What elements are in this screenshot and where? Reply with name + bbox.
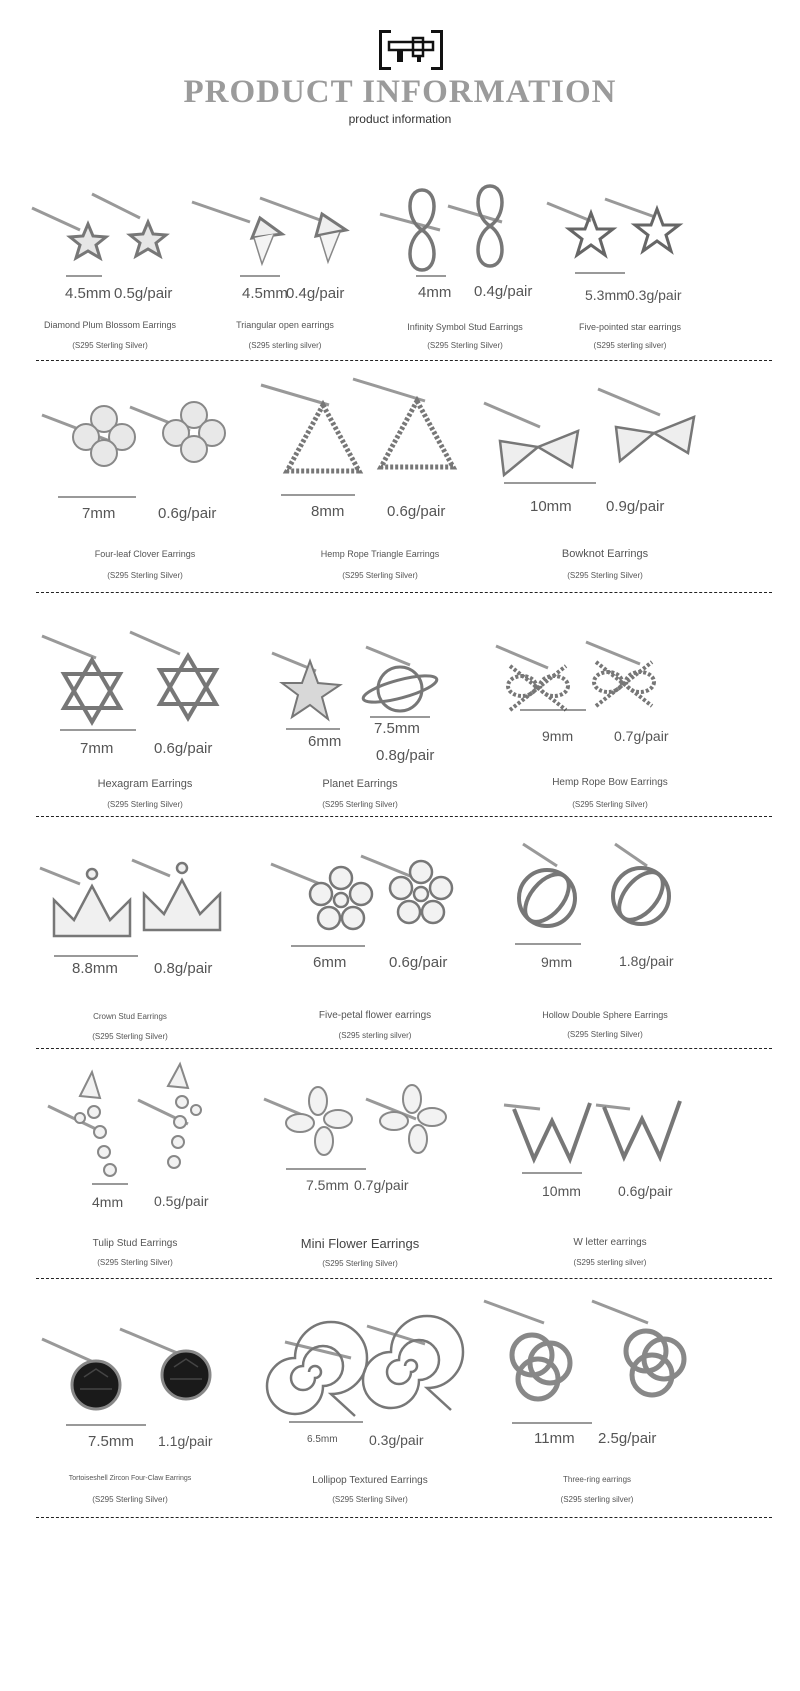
product-material: (S295 sterling silver): [338, 1031, 412, 1040]
size-label: 7.5mm: [88, 1433, 134, 1450]
product-material: (S295 Sterling Silver): [322, 800, 398, 809]
size-label: 4.5mm: [242, 285, 288, 302]
mini-flower-icon: [260, 1075, 480, 1175]
size-label: 9mm: [541, 954, 573, 970]
product-name: Hemp Rope Bow Earrings: [552, 777, 668, 788]
row-divider: [36, 816, 772, 817]
product-card: [380, 180, 550, 360]
three-ring-icon: [482, 1297, 732, 1427]
product-name: Three-ring earrings: [562, 1475, 632, 1484]
product-card: [260, 1075, 480, 1275]
row-divider: [36, 1048, 772, 1049]
product-card: [265, 850, 485, 1045]
product-card: [30, 190, 190, 360]
product-material: (S295 Sterling Silver): [92, 1032, 168, 1041]
product-card: [490, 640, 730, 815]
bowknot-icon: [480, 385, 730, 485]
product-name: W letter earrings: [573, 1237, 647, 1248]
product-material: (S295 Sterling Silver): [72, 341, 148, 350]
product-material: (S295 Sterling Silver): [332, 1495, 408, 1504]
tulip-icon: [40, 1060, 250, 1190]
weight-label: 0.5g/pair: [154, 1193, 209, 1209]
row-divider: [36, 592, 772, 593]
size-label: 7mm: [82, 505, 116, 522]
product-card: [40, 850, 250, 1045]
product-material: (S295 sterling silver): [573, 1258, 647, 1267]
product-material: (S295 sterling silver): [248, 341, 322, 350]
product-material: (S295 sterling silver): [593, 341, 667, 350]
weight-label: 0.7g/pair: [614, 728, 669, 744]
product-card: [482, 1297, 732, 1510]
product-card: [190, 190, 380, 360]
weight-label: 0.4g/pair: [474, 283, 533, 300]
product-name: Crown Stud Earrings: [93, 1012, 167, 1021]
weight-label: 0.5g/pair: [114, 285, 173, 302]
weight-label: 0.6g/pair: [158, 505, 217, 522]
product-card: [40, 1325, 250, 1510]
planet-icon: [270, 645, 460, 725]
rope-bow-icon: [490, 640, 730, 720]
infinity-icon: [380, 180, 550, 280]
black-zircon-icon: [40, 1325, 250, 1435]
weight-label: 0.8g/pair: [376, 747, 435, 764]
product-name: Hollow Double Sphere Earrings: [542, 1010, 668, 1020]
row-divider: [36, 360, 772, 361]
product-name: Hemp Rope Triangle Earrings: [320, 549, 440, 559]
product-card: [545, 195, 715, 360]
product-material: (S295 Sterling Silver): [107, 571, 183, 580]
lollipop-spiral-icon: [255, 1318, 485, 1428]
size-label: 4mm: [92, 1194, 124, 1210]
rope-triangle-icon: [255, 375, 505, 495]
w-letter-icon: [500, 1095, 730, 1175]
weight-label: 0.6g/pair: [387, 503, 446, 520]
product-card: [495, 840, 735, 1045]
product-name: Bowknot Earrings: [561, 548, 649, 560]
five-petal-flower-icon: [265, 850, 485, 950]
plum-blossom-icon: [30, 190, 190, 270]
product-material: (S295 sterling silver): [560, 1495, 634, 1504]
size-label: 6mm: [308, 733, 342, 750]
page-title: PRODUCT INFORMATION: [183, 74, 617, 110]
double-sphere-icon: [495, 840, 735, 950]
clover-icon: [40, 395, 250, 505]
product-material: (S295 Sterling Silver): [107, 800, 183, 809]
product-name: Five-petal flower earrings: [318, 1010, 432, 1021]
weight-label: 0.3g/pair: [627, 287, 682, 303]
product-name: Tortoiseshell Zircon Four-Claw Earrings: [68, 1475, 192, 1482]
crown-icon: [40, 850, 250, 960]
hexagram-icon: [40, 630, 250, 730]
product-material: (S295 Sterling Silver): [97, 1258, 173, 1267]
page-subtitle: product information: [348, 112, 452, 126]
product-material: (S295 Sterling Silver): [342, 571, 418, 580]
size-label: 8.8mm: [72, 960, 118, 977]
weight-label: 0.4g/pair: [286, 285, 345, 302]
product-name: Triangular open earrings: [236, 320, 334, 330]
size-label: 4.5mm: [65, 285, 111, 302]
product-name: Four-leaf Clover Earrings: [94, 549, 196, 559]
size-label: 5.3mm: [585, 287, 628, 303]
weight-label: 0.3g/pair: [369, 1432, 424, 1448]
weight-label: 0.6g/pair: [389, 954, 448, 971]
product-material: (S295 Sterling Silver): [427, 341, 503, 350]
weight-label: 0.6g/pair: [618, 1183, 673, 1199]
product-material: (S295 Sterling Silver): [567, 1030, 643, 1039]
product-card: [500, 1095, 730, 1275]
row-divider: [36, 1278, 772, 1279]
product-card: [480, 385, 730, 585]
size-label: 6mm: [313, 954, 347, 971]
weight-label: 0.8g/pair: [154, 960, 213, 977]
page-header: [0, 0, 800, 140]
triangle-open-icon: [190, 190, 380, 270]
size-label: 9mm: [542, 728, 574, 744]
star-icon: [545, 195, 715, 275]
product-name: Hexagram Earrings: [97, 778, 193, 790]
caliper-logo-icon: [373, 28, 449, 72]
product-card: [40, 1060, 250, 1275]
product-card: [40, 630, 250, 815]
weight-label: 1.1g/pair: [158, 1433, 213, 1449]
product-name: Infinity Symbol Stud Earrings: [407, 322, 523, 332]
weight-label: 0.6g/pair: [154, 740, 213, 757]
size-label: 7mm: [80, 740, 114, 757]
product-material: (S295 Sterling Silver): [572, 800, 648, 809]
weight-label: 2.5g/pair: [598, 1430, 657, 1447]
weight-label: 7.5mm: [374, 720, 420, 737]
product-name: Planet Earrings: [322, 778, 398, 790]
size-label: 6.5mm: [307, 1434, 338, 1445]
product-card: [255, 375, 505, 585]
size-label: 7.5mm: [306, 1177, 349, 1193]
weight-label: 1.8g/pair: [619, 953, 674, 969]
size-label: 10mm: [542, 1183, 581, 1199]
product-name: Mini Flower Earrings: [300, 1236, 420, 1251]
weight-label: 0.7g/pair: [354, 1177, 409, 1193]
product-card: [40, 395, 250, 585]
size-label: 8mm: [311, 503, 345, 520]
size-label: 4mm: [418, 284, 452, 301]
row-divider: [36, 1517, 772, 1518]
product-name: Tulip Stud Earrings: [92, 1238, 178, 1249]
product-name: Diamond Plum Blossom Earrings: [43, 320, 177, 330]
product-material: (S295 Sterling Silver): [567, 571, 643, 580]
size-label: 11mm: [534, 1430, 575, 1447]
product-material: (S295 Sterling Silver): [92, 1495, 168, 1504]
product-name: Lollipop Textured Earrings: [312, 1475, 428, 1486]
product-card: [270, 645, 460, 815]
product-material: (S295 Sterling Silver): [322, 1259, 398, 1268]
product-card: [255, 1318, 485, 1510]
product-name: Five-pointed star earrings: [578, 322, 682, 332]
weight-label: 0.9g/pair: [606, 498, 665, 515]
size-label: 10mm: [530, 498, 572, 515]
